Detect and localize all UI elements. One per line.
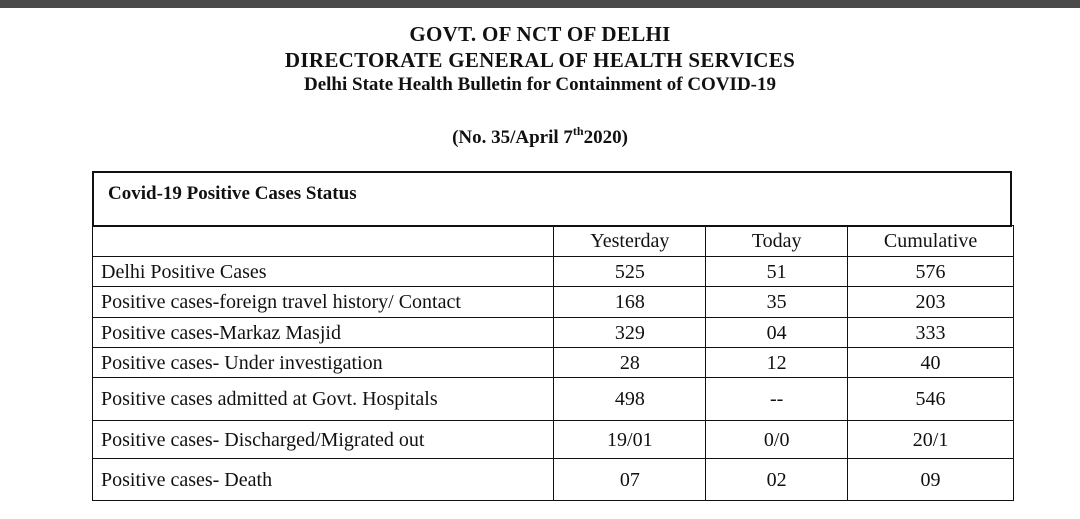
header-cell-today: Today (706, 226, 848, 257)
row-today: 04 (706, 318, 848, 348)
row-yesterday: 168 (554, 287, 706, 318)
top-bar (0, 0, 1080, 8)
row-yesterday: 28 (554, 348, 706, 378)
table-row (93, 421, 1014, 459)
header-cell-cumulative: Cumulative (848, 226, 1014, 257)
row-cumulative: 546 (848, 378, 1014, 421)
bulletin-number-suffix: 2020) (583, 127, 628, 148)
row-label: Positive cases- Discharged/Migrated out (93, 421, 554, 459)
row-yesterday: 19/01 (554, 421, 706, 459)
header-cell-yesterday: Yesterday (554, 226, 706, 257)
row-yesterday: 498 (554, 378, 706, 421)
table-header-row (93, 226, 1014, 257)
row-today: 35 (706, 287, 848, 318)
table-row (93, 257, 1014, 287)
table-row (93, 318, 1014, 348)
row-yesterday: 525 (554, 257, 706, 287)
row-today: 02 (706, 459, 848, 501)
bulletin-number-prefix: (No. 35/April 7 (452, 127, 573, 148)
table-row (93, 378, 1014, 421)
header-cell-label (93, 226, 554, 257)
bulletin-number-sup: th (572, 124, 584, 138)
status-section-title: Covid-19 Positive Cases Status (108, 183, 357, 204)
row-label: Positive cases- Death (93, 459, 554, 501)
table-row (93, 348, 1014, 378)
bulletin-title: Delhi State Health Bulletin for Containment of COVID-19 (304, 74, 776, 95)
row-today: 51 (706, 257, 848, 287)
row-label: Positive cases-Markaz Masjid (93, 318, 554, 348)
status-section-box (92, 171, 1012, 227)
row-today: 0/0 (706, 421, 848, 459)
row-cumulative: 203 (848, 287, 1014, 318)
row-yesterday: 329 (554, 318, 706, 348)
row-label: Positive cases-foreign travel history/ Contact (93, 287, 554, 318)
govt-title: GOVT. OF NCT OF DELHI (409, 22, 671, 46)
row-today: -- (706, 378, 848, 421)
row-yesterday: 07 (554, 459, 706, 501)
table-row (93, 459, 1014, 501)
row-label: Positive cases admitted at Govt. Hospitals (93, 378, 554, 421)
row-label: Positive cases- Under investigation (93, 348, 554, 378)
row-cumulative: 576 (848, 257, 1014, 287)
row-cumulative: 333 (848, 318, 1014, 348)
row-cumulative: 09 (848, 459, 1014, 501)
table-row (93, 287, 1014, 318)
directorate-title: DIRECTORATE GENERAL OF HEALTH SERVICES (284, 48, 796, 72)
row-label: Delhi Positive Cases (93, 257, 554, 287)
cases-table (92, 225, 1014, 501)
row-cumulative: 40 (848, 348, 1014, 378)
row-cumulative: 20/1 (848, 421, 1014, 459)
bulletin-number (0, 124, 1080, 149)
row-today: 12 (706, 348, 848, 378)
